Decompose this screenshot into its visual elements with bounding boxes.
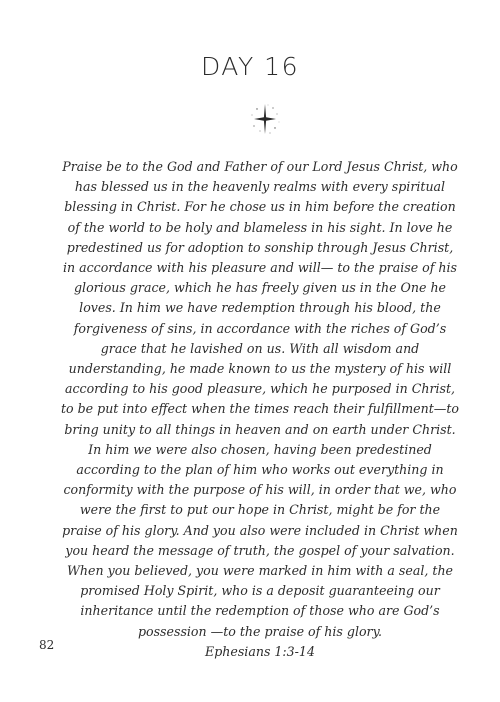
verse-text: Praise be to the God and Father of our Lord Jesus Christ, who has blessed us in the heavenly realms with every spiritual blessing in Christ. For he chose us in him before the creation of the world to be holy and blameless in his sight. In love he predestined us for adoption to sonship through Jesus Christ, in accordance with his pleasure and will— to the praise of his glorious grace, which he has freely given us in the One he loves. In him we have redemption through his blood, the forgiveness of sins, in accordance with the riches of God’s grace that he lavished on us. With all wisdom and understanding, he made known to us the mystery of his will according to his good pleasure, which he purposed in Christ, to be put into effect when the times reach their fulfillment—to bring unity to all things in heaven and on earth under Christ. In him we were also chosen, having been predestined according to the plan of him who works out everything in conformity with the purpose of his will, in order that we, who were the first to put our hope in Christ, might be for the praise of his glory. And you also were included in Christ when you heard the message of truth, the gospel of your salvation. When you believed, you were marked in him with a seal, the promised Holy Spirit, who is a deposit guaranteeing our inheritance until the redemption of those who are God’s possession —to the praise of his glory.	[60, 159, 460, 639]
north-star-icon	[246, 100, 284, 138]
scripture-reference: Ephesians 1:3-14	[205, 643, 315, 659]
page-number: 82	[39, 638, 55, 652]
page-title: DAY 16	[200, 52, 299, 81]
scripture-passage	[60, 157, 460, 662]
